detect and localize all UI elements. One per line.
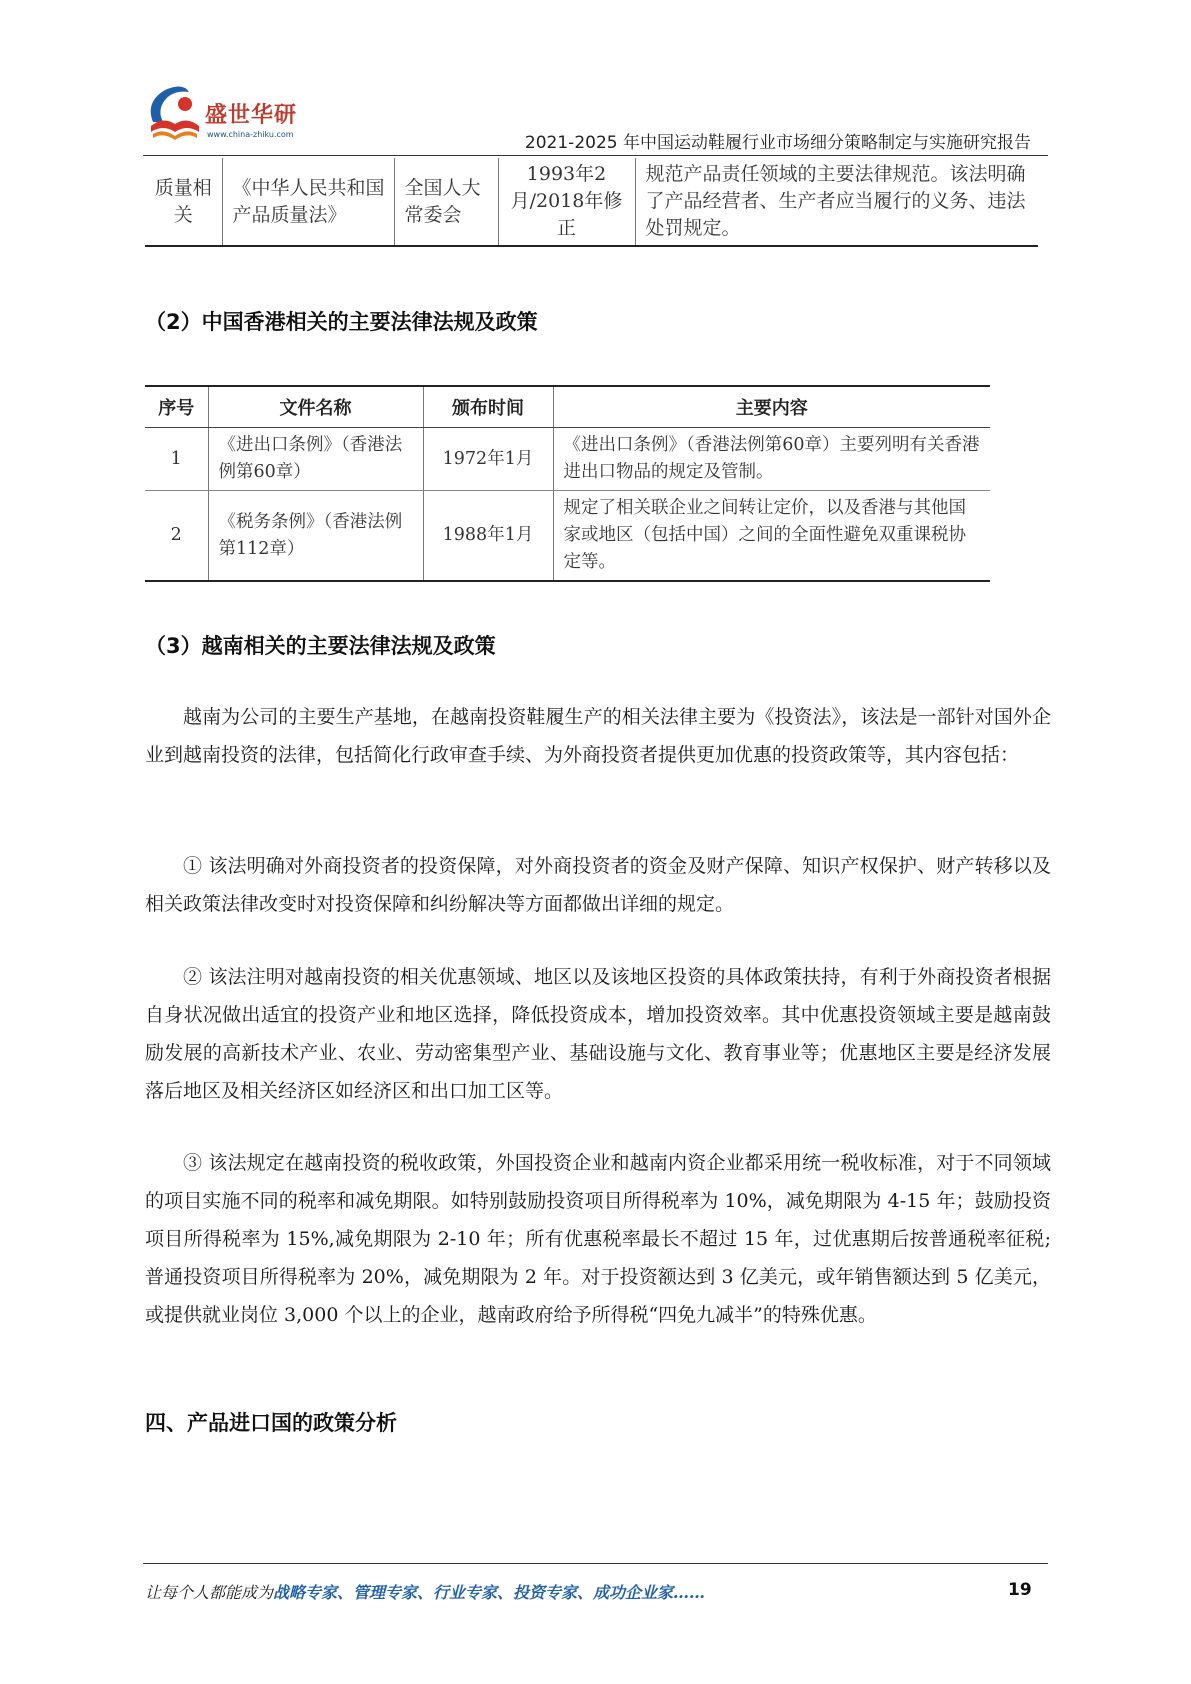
column-header-content: 主要内容: [553, 386, 990, 428]
table-cell-content: 《进出口条例》（香港法例第60章）主要列明有关香港进出口物品的规定及管制。: [553, 428, 990, 491]
table-cell-content: 规范产品责任领域的主要法律规范。该法明确了产品经营者、生产者应当履行的义务、违法处罚规定。: [635, 158, 1038, 246]
column-header-no: 序号: [145, 386, 208, 428]
column-header-date: 颁布时间: [423, 386, 553, 428]
table-cell-name: 《税务条例》（香港法例第112章）: [208, 491, 423, 582]
table-header-row: [145, 386, 990, 428]
law-table-continued: [145, 158, 1038, 247]
section-heading-import-policy: 四、产品进口国的政策分析: [145, 1411, 397, 1435]
table-cell-content: 规定了相关联企业之间转让定价，以及香港与其他国家或地区（包括中国）之间的全面性避免双重课税协定等。: [553, 491, 990, 582]
paragraph-item-1: ① 该法明确对外商投资者的投资保障，对外商投资者的资金及财产保障、知识产权保护、财产转移以及相关政策法律改变时对投资保障和纠纷解决等方面都做出详细的规定。: [145, 855, 1051, 915]
section-heading-vietnam: （3）越南相关的主要法律法规及政策: [145, 634, 496, 658]
section-heading-hongkong: （2）中国香港相关的主要法律法规及政策: [145, 310, 538, 334]
table-cell-no: 1: [145, 428, 208, 491]
table-cell-name: 《进出口条例》（香港法例第60章）: [208, 428, 423, 491]
table-cell-date: 1993年2月/2018年修正: [498, 158, 635, 246]
table-cell-law: 《中华人民共和国产品质量法》: [222, 158, 394, 246]
table-cell-date: 1972年1月: [423, 428, 553, 491]
hongkong-law-table: [145, 385, 990, 582]
table-row: [145, 428, 990, 491]
footer-prefix: 让每个人都能成为: [145, 1583, 274, 1602]
footer-slogan: [145, 1580, 705, 1603]
header-divider: [143, 155, 1048, 156]
table-row: [145, 491, 990, 582]
footer-highlight: 战略专家、管理专家、行业专家、投资专家、成功企业家……: [273, 1583, 706, 1602]
table-cell-date: 1988年1月: [423, 491, 553, 582]
report-title: 2021-2025 年中国运动鞋履行业市场细分策略制定与实施研究报告: [524, 133, 1031, 153]
table-cell-category: 质量相关: [154, 176, 212, 226]
table-cell-no: 2: [145, 491, 208, 582]
paragraph-item-2: ② 该法注明对越南投资的相关优惠领域、地区以及该地区投资的具体政策扶持，有利于外商投资者根据自身状况做出适宜的投资产业和地区选择，降低投资成本，增加投资效率。其中优惠投资领域主要是越南鼓励发展的高新技术产业、农业、劳动密集型产业、基础设施与文化、教育事业等；优惠地区主要是经济发展落后地区及相关经济区如经济区和出口加工区等。: [145, 966, 1051, 1102]
company-logo: [143, 82, 313, 152]
table-cell-issuer: 全国人大常委会: [394, 158, 498, 246]
logo-name: 盛世华研: [205, 103, 298, 128]
paragraph-intro: 越南为公司的主要生产基地，在越南投资鞋履生产的相关法律主要为《投资法》，该法是一部针对国外企业到越南投资的法律，包括简化行政审查手续、为外商投资者提供更加优惠的投资政策等，其内容包括：: [145, 706, 1051, 766]
table-row: [145, 158, 1038, 246]
column-header-name: 文件名称: [208, 386, 423, 428]
logo-emblem-icon: [143, 82, 207, 144]
page-number: 19: [1008, 1580, 1032, 1600]
footer-divider: [143, 1563, 1048, 1564]
paragraph-item-3: ③ 该法规定在越南投资的税收政策，外国投资企业和越南内资企业都采用统一税收标准，对于不同领域的项目实施不同的税率和减免期限。如特别鼓励投资项目所得税率为 10%，减免期限为 4-15 年；鼓励投资项目所得税率为 15%,减免期限为 2-10 年；所有优惠税率最长不超过 15 年，过优惠期后按普通税率征税;普通投资项目所得税率为 20%，减免期限为 2 年。对于投资额达到 3 亿美元，或年销售额达到 5 亿美元，或提供就业岗位 3,000 个以上的企业，越南政府给予所得税“四免九减半”的特殊优惠。: [145, 1152, 1051, 1326]
logo-url: www.china-zhiku.com: [207, 130, 294, 139]
